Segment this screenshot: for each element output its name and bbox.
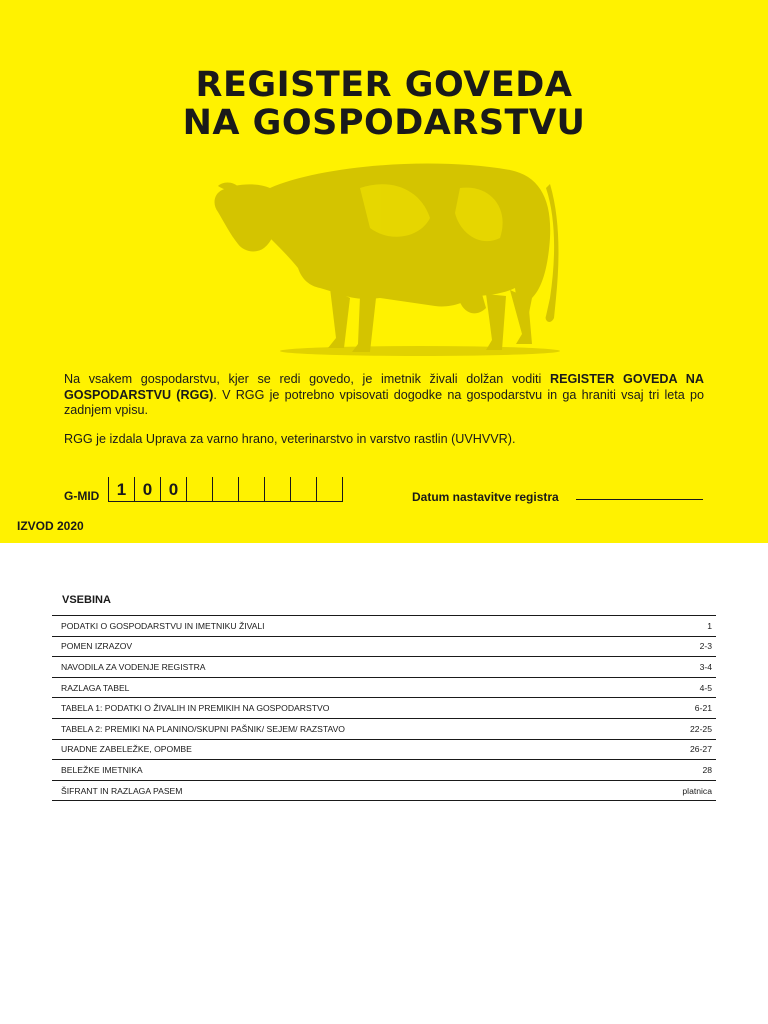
- toc-row-page: 26-27: [690, 744, 712, 755]
- edition-label: IZVOD 2020: [17, 519, 84, 533]
- toc-row-label: RAZLAGA TABEL: [61, 682, 130, 693]
- cow-icon: [210, 148, 560, 358]
- gmid-digit-6[interactable]: [238, 477, 264, 502]
- toc-row: [52, 698, 716, 719]
- toc-row: [52, 678, 716, 699]
- intro-part-1: Na vsakem gospodarstvu, kjer se redi govedo, je imetnik živali dolžan voditi: [64, 372, 550, 386]
- datum-input-line[interactable]: [576, 499, 703, 500]
- toc-row: [52, 637, 716, 658]
- toc-title: VSEBINA: [62, 594, 111, 606]
- toc-row-label: BELEŽKE IMETNIKA: [61, 764, 143, 775]
- page-title: [0, 66, 768, 142]
- issuer-text: RGG je izdala Uprava za varno hrano, veterinarstvo in varstvo rastlin (UVHVVR).: [64, 432, 516, 446]
- toc-row-label: ŠIFRANT IN RAZLAGA PASEM: [61, 785, 183, 796]
- gmid-field[interactable]: [108, 477, 343, 503]
- gmid-digit-2[interactable]: 0: [134, 477, 160, 502]
- gmid-digit-7[interactable]: [264, 477, 290, 502]
- toc-row-label: POMEN IZRAZOV: [61, 641, 133, 652]
- intro-text: [64, 372, 704, 419]
- toc-row-label: TABELA 1: PODATKI O ŽIVALIH IN PREMIKIH NA GOSPODARSTVO: [61, 703, 330, 714]
- toc-row-page: 22-25: [690, 723, 712, 734]
- toc-row-label: PODATKI O GOSPODARSTVU IN IMETNIKU ŽIVALI: [61, 620, 265, 631]
- toc-row: [52, 616, 716, 637]
- toc-row: [52, 760, 716, 781]
- toc-row-page: 6-21: [694, 703, 712, 714]
- toc-row-page: 4-5: [699, 682, 712, 693]
- toc-row-page: 2-3: [699, 641, 712, 652]
- toc-row-label: URADNE ZABELEŽKE, OPOMBE: [61, 744, 192, 755]
- gmid-digit-8[interactable]: [290, 477, 316, 502]
- gmid-digit-1[interactable]: 1: [108, 477, 134, 502]
- gmid-digit-9[interactable]: [316, 477, 343, 502]
- title-line-1: REGISTER GOVEDA: [195, 65, 573, 105]
- toc-row-page: 28: [702, 764, 712, 775]
- datum-label: Datum nastavitve registra: [412, 490, 559, 504]
- toc-row-label: TABELA 2: PREMIKI NA PLANINO/SKUPNI PAŠNIK/ SEJEM/ RAZSTAVO: [61, 723, 345, 734]
- toc-row-page: 1: [707, 620, 712, 631]
- toc-row: [52, 719, 716, 740]
- title-line-2: NA GOSPODARSTVU: [182, 103, 586, 143]
- gmid-digit-5[interactable]: [212, 477, 238, 502]
- gmid-label: G-MID: [64, 489, 100, 503]
- table-of-contents: [52, 615, 716, 801]
- toc-row-page: 3-4: [699, 661, 712, 672]
- toc-row-page: platnica: [682, 785, 712, 796]
- toc-row: [52, 740, 716, 761]
- gmid-digit-3[interactable]: 0: [160, 477, 186, 502]
- intro-register-name: REGISTER GOVEDA NA GOSPODARSTVU (RGG): [64, 372, 704, 402]
- toc-row: [52, 781, 716, 802]
- intro-part-2: . V RGG je potrebno vpisovati dogodke na gospodarstvu in ga hraniti vsaj tri leta po zadnjem vpisu.: [64, 387, 704, 417]
- toc-row-label: NAVODILA ZA VODENJE REGISTRA: [61, 661, 206, 672]
- toc-row: [52, 657, 716, 678]
- gmid-digit-4[interactable]: [186, 477, 212, 502]
